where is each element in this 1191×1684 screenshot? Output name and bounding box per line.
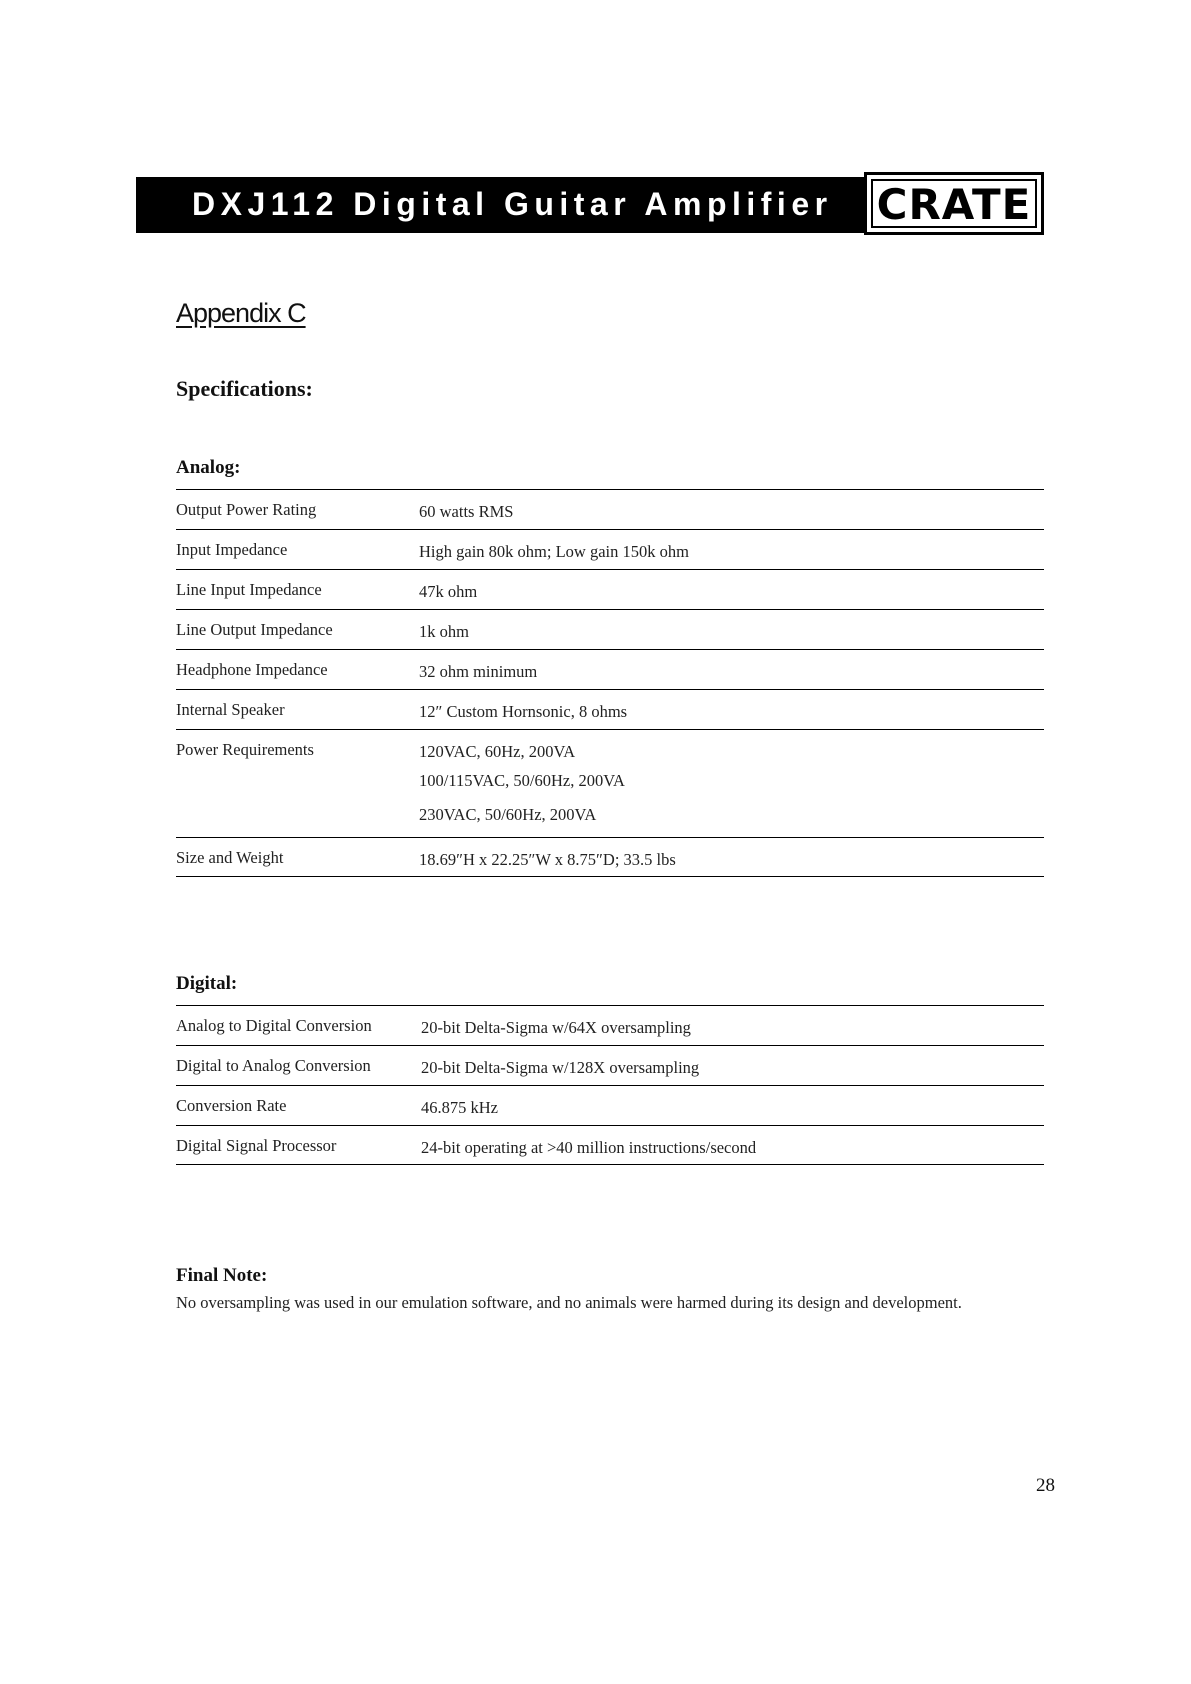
spec-value: 100/115VAC, 50/60Hz, 200VA (419, 771, 625, 790)
spec-label: Input Impedance (176, 540, 288, 559)
spec-row (176, 649, 1044, 689)
spec-value-group (419, 610, 469, 644)
document-title: DXJ112 Digital Guitar Amplifier (192, 186, 833, 222)
spec-value-group (419, 730, 625, 832)
logo-frame (871, 179, 1037, 228)
spec-value: 230VAC, 50/60Hz, 200VA (419, 805, 597, 824)
spec-label: Size and Weight (176, 848, 284, 867)
spec-label: Power Requirements (176, 740, 314, 759)
spec-row (176, 689, 1044, 729)
spec-row (176, 1085, 1044, 1125)
spec-label: Conversion Rate (176, 1096, 287, 1115)
spec-label: Digital Signal Processor (176, 1136, 337, 1155)
digital-section-label: Digital: (176, 973, 238, 994)
spec-row (176, 837, 1044, 877)
spec-value: 32 ohm minimum (419, 662, 538, 681)
spec-value: High gain 80k ohm; Low gain 150k ohm (419, 542, 689, 561)
spec-label: Output Power Rating (176, 500, 317, 519)
spec-value: 120VAC, 60Hz, 200VA (419, 742, 576, 761)
spec-value: 47k ohm (419, 582, 478, 601)
spec-label: Line Output Impedance (176, 620, 333, 639)
spec-value: 60 watts RMS (419, 502, 514, 521)
spec-label: Headphone Impedance (176, 660, 328, 679)
logo-text: CRATE (876, 180, 1032, 229)
spec-row (176, 609, 1044, 649)
spec-value: 24-bit operating at >40 million instructions/second (421, 1138, 757, 1157)
spec-row (176, 1005, 1044, 1045)
spec-row (176, 1125, 1044, 1165)
spec-value: 18.69″H x 22.25″W x 8.75″D; 33.5 lbs (419, 850, 676, 869)
final-note-text: No oversampling was used in our emulation software, and no animals were harmed during its design and development. (176, 1293, 962, 1312)
spec-value-group (421, 1046, 699, 1080)
spec-value-group (419, 490, 513, 524)
spec-value: 20-bit Delta-Sigma w/128X oversampling (421, 1058, 700, 1077)
spec-value-group (421, 1126, 756, 1160)
crate-logo (864, 172, 1044, 235)
spec-value-group (419, 530, 689, 564)
spec-row (176, 1045, 1044, 1085)
analog-spec-table (176, 489, 1044, 877)
spec-value-group (419, 838, 676, 872)
spec-row (176, 729, 1044, 837)
spec-value-group (421, 1006, 691, 1040)
page-number: 28 (1036, 1475, 1055, 1496)
spec-value: 1k ohm (419, 622, 469, 641)
final-note-title: Final Note: (176, 1265, 268, 1286)
digital-spec-table (176, 1005, 1044, 1165)
spec-label: Digital to Analog Conversion (176, 1056, 371, 1075)
appendix-title: Appendix C (176, 298, 306, 328)
spec-value: 20-bit Delta-Sigma w/64X oversampling (421, 1018, 691, 1037)
spec-value: 46.875 kHz (421, 1098, 498, 1117)
spec-label: Internal Speaker (176, 700, 285, 719)
spec-row (176, 569, 1044, 609)
spec-value-group (419, 650, 537, 684)
spec-value-group (419, 690, 627, 724)
analog-section-label: Analog: (176, 457, 241, 478)
spec-row (176, 529, 1044, 569)
spec-label: Line Input Impedance (176, 580, 322, 599)
spec-value-group (419, 570, 477, 604)
specifications-heading: Specifications: (176, 376, 313, 401)
spec-row (176, 489, 1044, 529)
spec-value: 12″ Custom Hornsonic, 8 ohms (419, 702, 628, 721)
header-bar (136, 177, 866, 233)
spec-value-group (421, 1086, 498, 1120)
spec-label: Analog to Digital Conversion (176, 1016, 372, 1035)
